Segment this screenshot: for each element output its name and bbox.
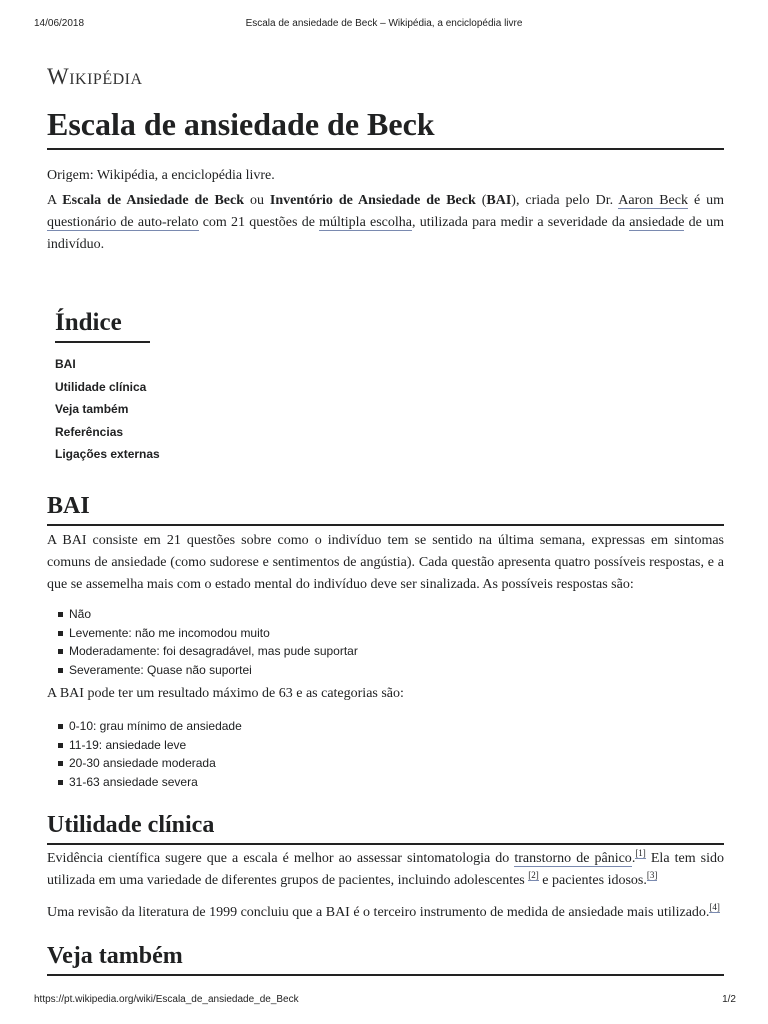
intro-text: é um (688, 193, 725, 208)
answers-list (47, 605, 358, 679)
intro-bold-term: Escala de Ansiedade de Beck (62, 193, 245, 208)
list-item: Levemente: não me incomodou muito (47, 624, 358, 643)
toc-item-veja-tambem[interactable]: Veja também (55, 402, 129, 416)
intro-paragraph (47, 190, 724, 256)
toc-heading: Índice (55, 308, 150, 343)
reference-3[interactable]: [3] (646, 870, 658, 881)
section-heading-utilidade-clinica: Utilidade clínica (47, 809, 724, 845)
categories-list (47, 717, 242, 791)
bai-paragraph: A BAI consiste em 21 questões sobre como o indivíduo tem se sentido na última semana, expressas em sintomas comuns de ansiedade (como sudorese e sentimentos de angústia). Cada questão apresenta quatro possíveis respostas, e a que se assemelha mais com o estado mental do indivíduo deve ser sinalizada. As possíveis respostas são: (47, 533, 724, 592)
clinical-text: . (631, 851, 636, 866)
print-date: 14/06/2018 (34, 18, 85, 29)
link-multipla-escolha[interactable]: múltipla escolha (319, 215, 412, 230)
list-item: 31-63 ansiedade severa (47, 773, 242, 792)
link-transtorno-de-panico[interactable]: transtorno de pânico (514, 851, 632, 866)
clinical-text: Evidência científica sugere que a escala é melhor ao assessar sintomatologia do (47, 851, 515, 866)
intro-text: de um indivíduo. (47, 215, 725, 252)
intro-text: ou (244, 193, 270, 208)
clinical-text: Uma revisão da literatura de 1999 concluiu que a BAI é o terceiro instrumento de medida de ansiedade mais utilizado. (47, 905, 710, 920)
toc-item-bai[interactable]: BAI (55, 357, 76, 371)
intro-text: com 21 questões de (198, 215, 320, 230)
link-questionario[interactable]: questionário de auto-relato (47, 215, 199, 230)
section-heading-veja-tambem: Veja também (47, 940, 724, 976)
intro-text: A (47, 193, 63, 208)
list-item: 0-10: grau mínimo de ansiedade (47, 717, 242, 736)
clinical-review-paragraph (47, 902, 724, 924)
clinical-paragraph (47, 848, 724, 892)
clinical-text: e pacientes idosos. (538, 873, 647, 888)
intro-text: , utilizada para medir a severidade da (412, 215, 630, 230)
page-title: Escala de ansiedade de Beck (47, 104, 724, 150)
clinical-text: Ela tem sido utilizada em uma variedade de diferentes grupos de pacientes, incluindo adolescentes (47, 851, 724, 888)
section-heading-bai: BAI (47, 490, 724, 526)
reference-4[interactable]: [4] (709, 902, 720, 913)
toc-item-ligacoes-externas[interactable]: Ligações externas (55, 447, 160, 461)
print-title: Escala de ansiedade de Beck – Wikipédia, a enciclopédia livre (245, 18, 523, 29)
intro-bold-term: BAI (486, 193, 512, 208)
list-item: Severamente: Quase não suportei (47, 661, 358, 680)
toc-item-referencias[interactable]: Referências (55, 424, 124, 439)
list-item: Não (47, 605, 358, 624)
reference-2[interactable]: [2] (528, 870, 539, 881)
list-item: 20-30 ansiedade moderada (47, 754, 242, 773)
list-item: 11-19: ansiedade leve (47, 736, 242, 755)
list-item: Moderadamente: foi desagradável, mas pude suportar (47, 642, 358, 661)
table-of-contents (55, 308, 160, 466)
reference-1[interactable]: [1] (635, 848, 646, 859)
print-url: https://pt.wikipedia.org/wiki/Escala_de_ansiedade_de_Beck (34, 994, 299, 1005)
bai-categories-intro: A BAI pode ter um resultado máximo de 63 e as categorias são: (47, 686, 404, 701)
intro-text: ), criada pelo Dr. (511, 193, 619, 208)
toc-list (55, 353, 160, 466)
toc-item-utilidade-clinica[interactable]: Utilidade clínica (55, 379, 147, 394)
link-aaron-beck[interactable]: Aaron Beck (618, 193, 688, 208)
print-page-number: 1/2 (722, 994, 736, 1005)
intro-bold-term: Inventório de Ansiedade de Beck (269, 193, 476, 208)
link-ansiedade[interactable]: ansiedade (629, 215, 685, 230)
intro-text: ( (475, 193, 487, 208)
origin-note: Origem: Wikipédia, a enciclopédia livre. (47, 168, 275, 183)
wikipedia-wordmark[interactable]: Wikipédia (47, 64, 143, 89)
